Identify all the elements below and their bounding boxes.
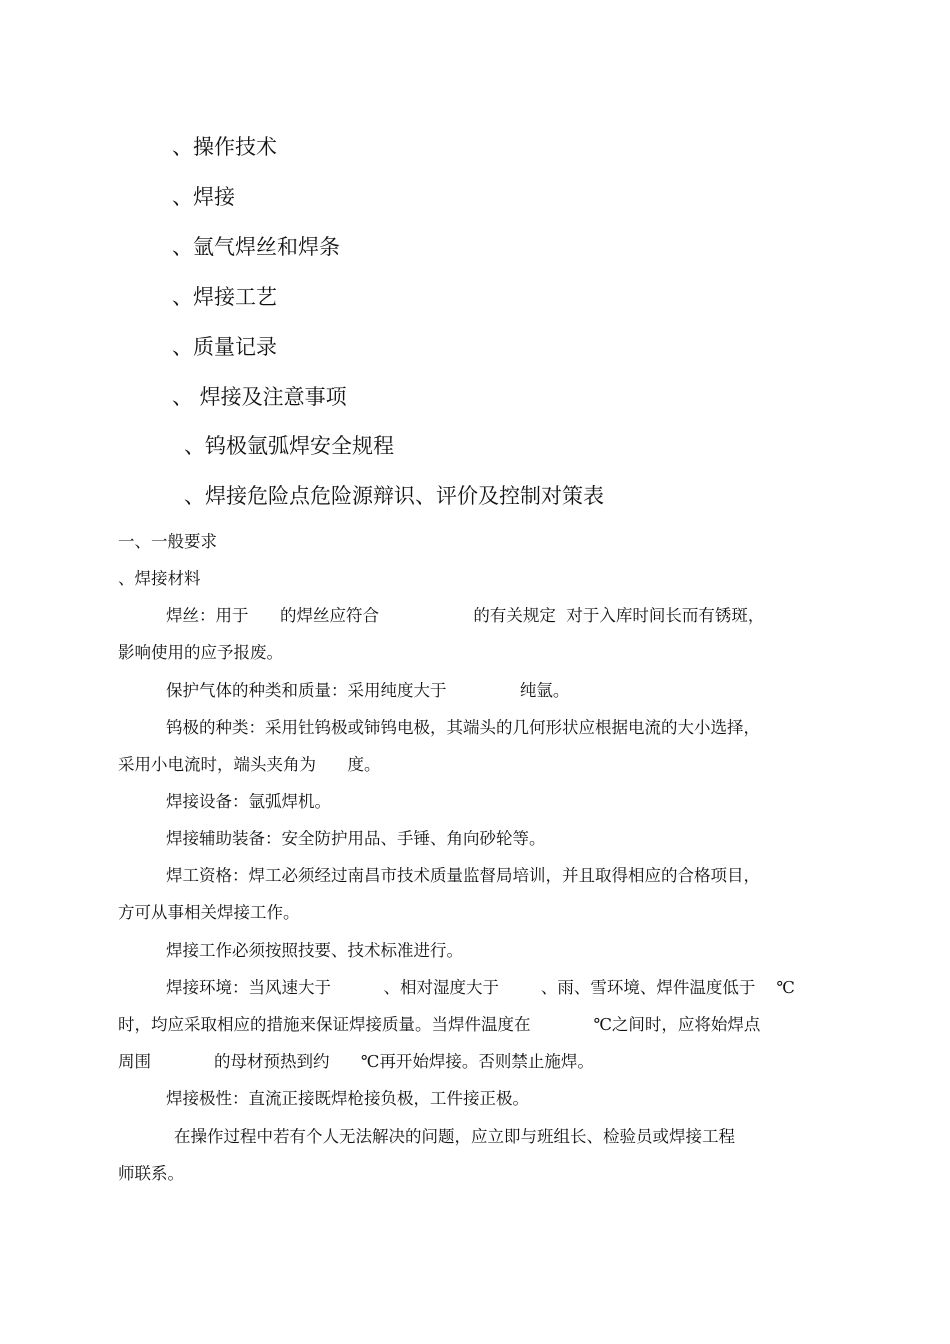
- paragraph-line: 钨极的种类：采用钍钨极或铈钨电极，其端头的几何形状应根据电流的大小选择，: [166, 718, 760, 737]
- toc-item: 、焊接危险点危险源辩识、评价及控制对策表: [184, 484, 604, 508]
- paragraph-line: 焊接设备：氩弧焊机。: [166, 792, 331, 811]
- paragraph-line: 影响使用的应予报废。: [118, 643, 283, 662]
- paragraph-line: 师联系。: [118, 1164, 184, 1183]
- toc-item: 、氩气焊丝和焊条: [172, 235, 340, 259]
- paragraph-line: 周围 的母材预热到约 ℃再开始焊接。否则禁止施焊。: [118, 1052, 594, 1071]
- paragraph-line: 焊接环境：当风速大于 、相对湿度大于 、雨、雪环境、焊件温度低于 ℃: [166, 978, 795, 997]
- paragraph-line: 焊接极性：直流正接既焊枪接负极，工件接正极。: [166, 1089, 529, 1108]
- toc-item: 、质量记录: [172, 335, 277, 359]
- toc-item: 、操作技术: [172, 135, 277, 159]
- subsection-heading: 、焊接材料: [118, 569, 201, 588]
- section-heading: 一、一般要求: [118, 532, 217, 551]
- paragraph-line: 在操作过程中若有个人无法解决的问题，应立即与班组长、检验员或焊接工程: [174, 1127, 735, 1146]
- paragraph-line: 采用小电流时，端头夹角为 度。: [118, 755, 381, 774]
- paragraph-line: 焊丝：用于 的焊丝应符合 的有关规定 对于入库时间长而有锈斑，: [166, 606, 765, 625]
- toc-item: 、 焊接及注意事项: [172, 385, 347, 409]
- paragraph-line: 焊工资格：焊工必须经过南昌市技术质量监督局培训，并且取得相应的合格项目，: [166, 866, 760, 885]
- paragraph-line: 焊接工作必须按照技要、技术标准进行。: [166, 941, 463, 960]
- toc-item: 、钨极氩弧焊安全规程: [184, 434, 394, 458]
- paragraph-line: 时，均应采取相应的措施来保证焊接质量。当焊件温度在 ℃之间时，应将始焊点: [118, 1015, 761, 1034]
- toc-item: 、焊接: [172, 185, 235, 209]
- toc-item: 、焊接工艺: [172, 285, 277, 309]
- paragraph-line: 焊接辅助装备：安全防护用品、手锤、角向砂轮等。: [166, 829, 546, 848]
- paragraph-line: 方可从事相关焊接工作。: [118, 903, 300, 922]
- paragraph-line: 保护气体的种类和质量：采用纯度大于 纯氩。: [166, 681, 570, 700]
